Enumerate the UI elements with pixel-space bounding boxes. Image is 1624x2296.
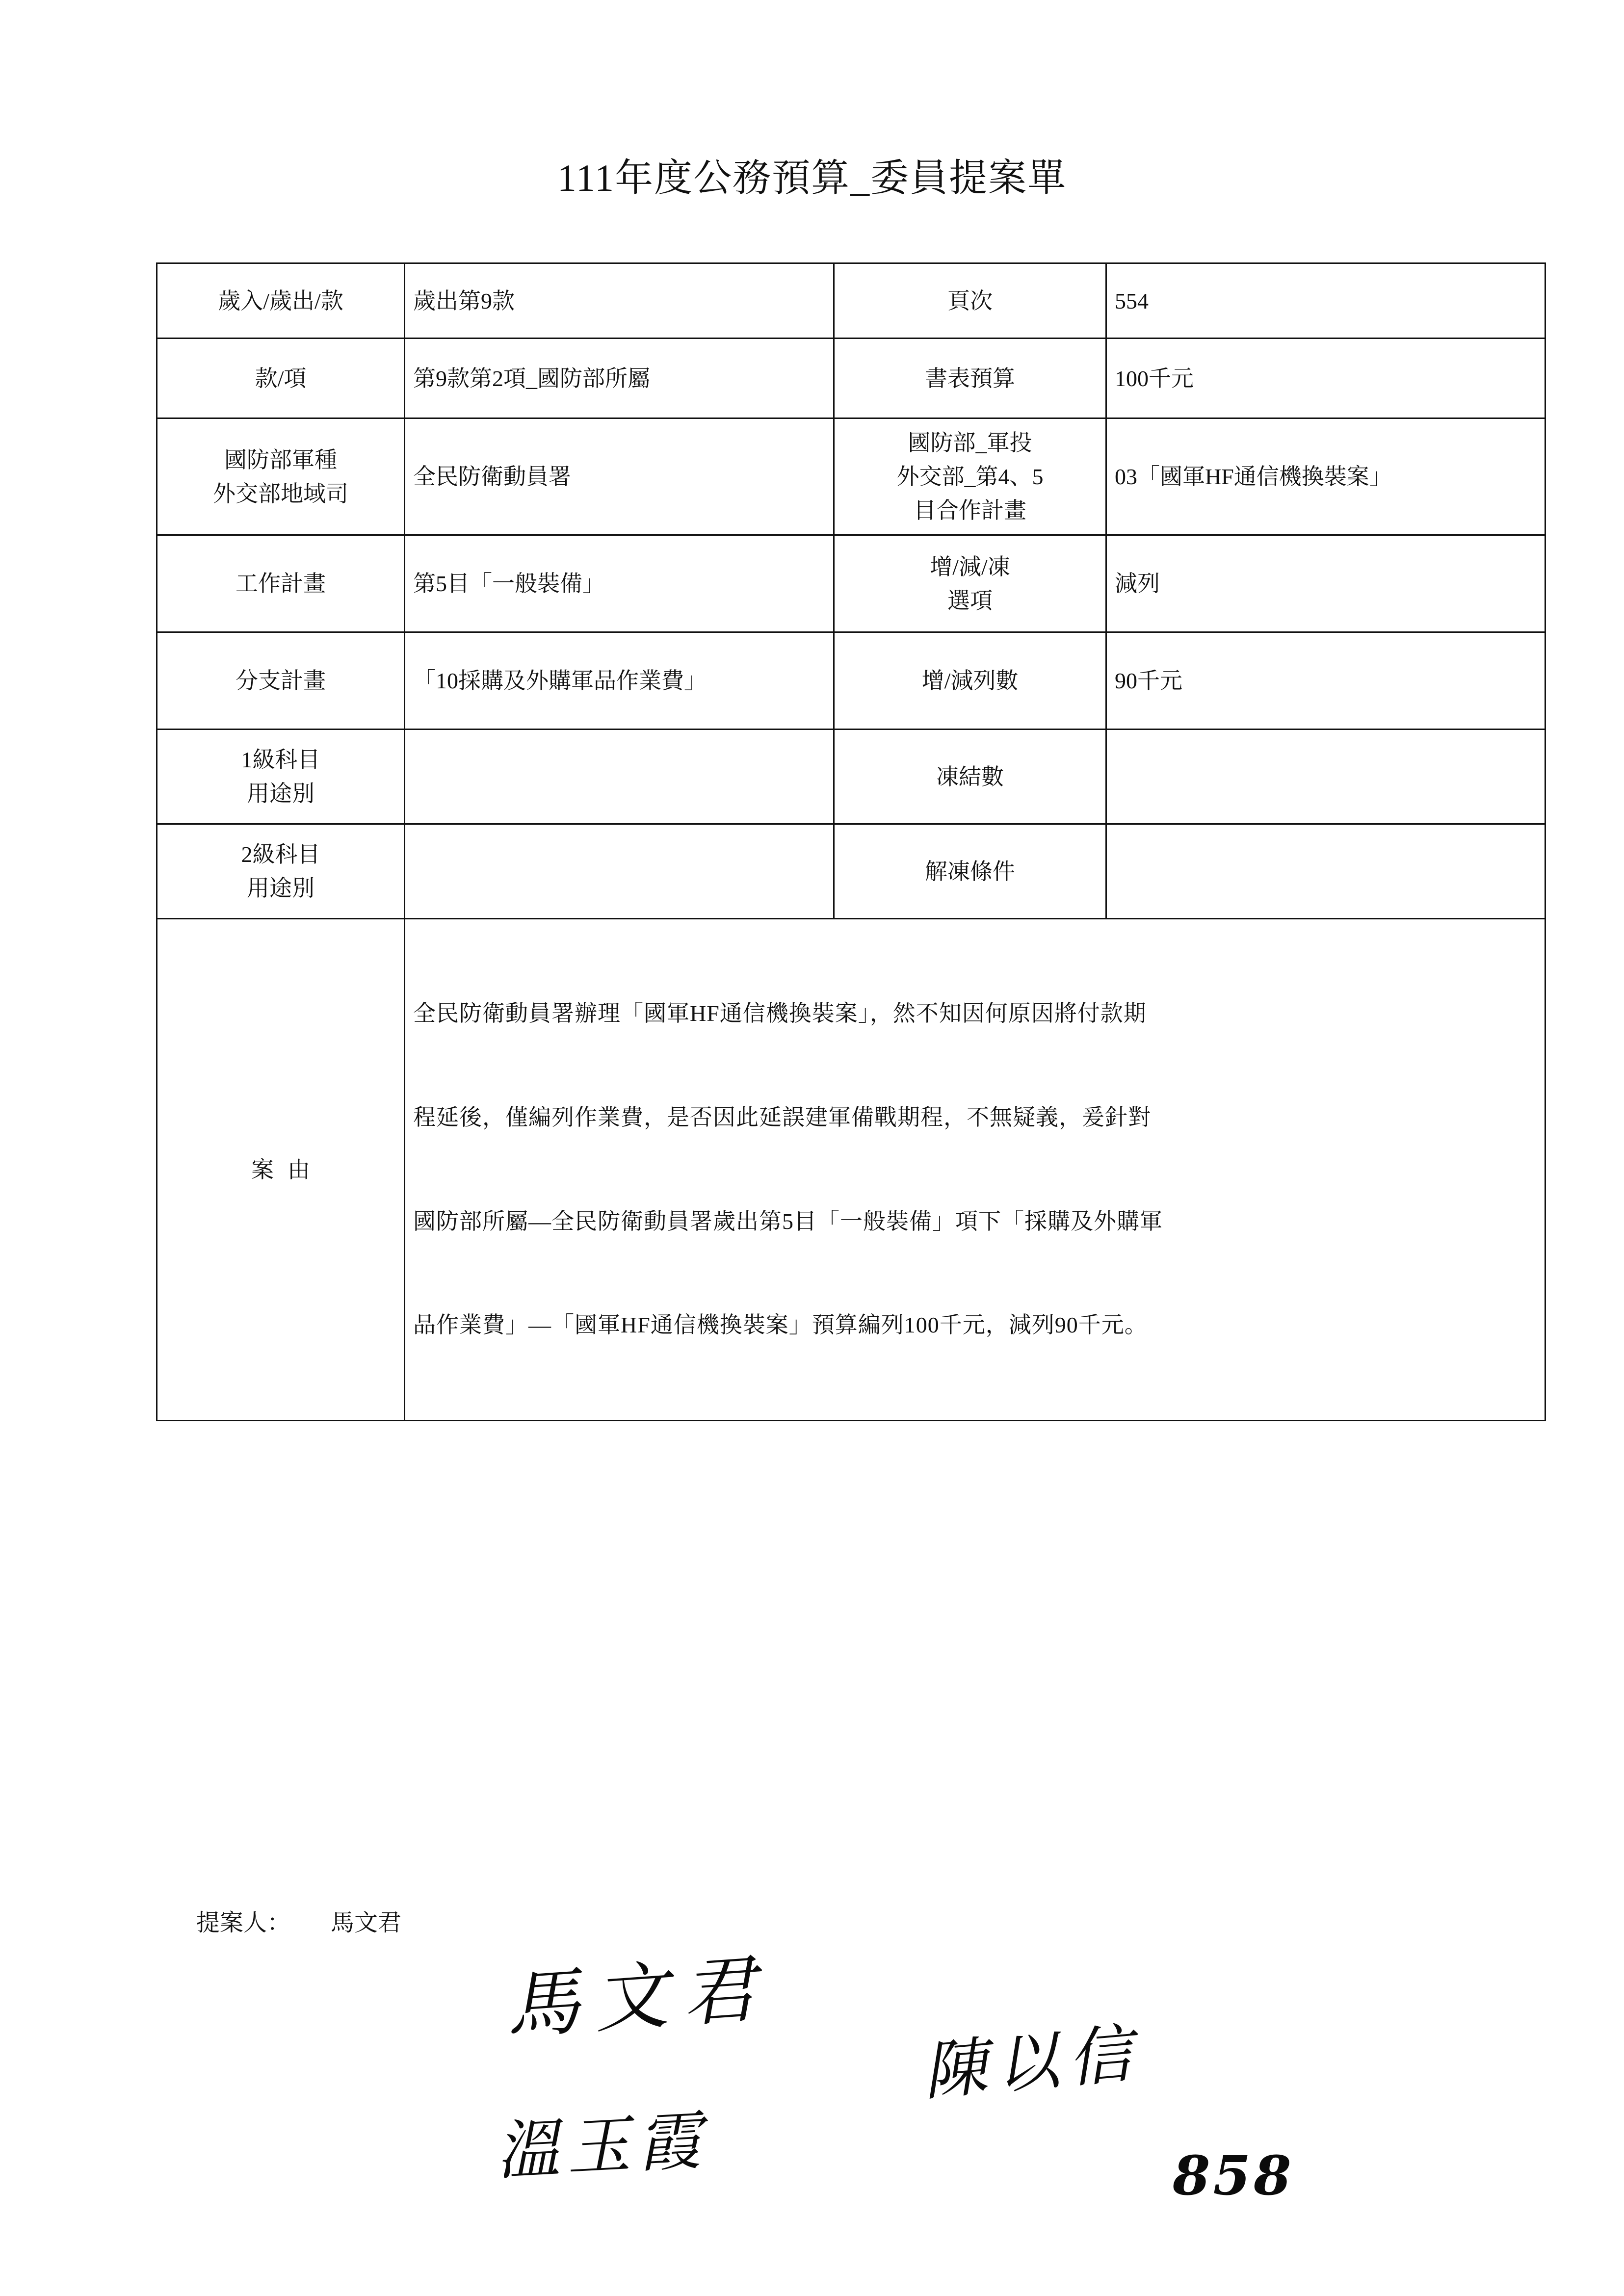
- row-value-revenue-expenditure: 歲出第9款: [405, 263, 834, 339]
- row-value-level2-account: [405, 824, 834, 919]
- reason-paragraph-4: 品作業費」—「國軍HF通信機換裝案」預算編列100千元，減列90千元。: [413, 1312, 1148, 1338]
- row-label-book-budget: 書表預算: [834, 339, 1106, 418]
- table-row-reason: [157, 919, 1545, 1421]
- page-title: 111年度公務預算_委員提案單: [557, 157, 1067, 199]
- handwritten-signature-2: 溫玉霞: [494, 2103, 710, 2189]
- proposer-label: 提案人：: [196, 1910, 291, 1936]
- row-label-sub-plan: 分支計畫: [157, 632, 405, 730]
- row-value-ministry-branch: 全民防衛動員署: [405, 418, 834, 535]
- row-label-frozen-amount: 凍結數: [834, 730, 1106, 824]
- handwritten-signature-3: 陳以信: [920, 2015, 1144, 2110]
- row-label-cooperation-plan-line1: 國防部_軍投: [908, 430, 1032, 455]
- row-value-book-budget: 100千元: [1106, 339, 1545, 418]
- row-value-section-item: 第9款第2項_國防部所屬: [405, 339, 834, 418]
- row-value-page-number: 554: [1106, 263, 1545, 339]
- table-row: [157, 730, 1545, 824]
- row-value-level1-account: [405, 730, 834, 824]
- row-label-level1-account: [157, 730, 405, 824]
- reason-paragraph-3: 國防部所屬—全民防衛動員署歲出第5目「一般裝備」項下「採購及外購軍: [413, 1208, 1163, 1234]
- row-value-unfreeze-condition: [1106, 824, 1545, 919]
- table-row: [157, 535, 1545, 632]
- handwritten-signature-1: 馬文君: [503, 1946, 774, 2050]
- table-row: [157, 263, 1545, 339]
- reason-paragraph-2: 程延後，僅編列作業費，是否因此延誤建軍備戰期程，不無疑義，爰針對: [413, 1104, 1151, 1130]
- row-label-work-plan: 工作計畫: [157, 535, 405, 632]
- row-label-ministry-branch-line2: 外交部地域司: [213, 481, 348, 506]
- row-label-cooperation-plan-line2: 外交部_第4、5: [896, 464, 1044, 489]
- table-row: [157, 824, 1545, 919]
- proposer-line: [196, 1904, 401, 1937]
- row-label-adjust-amount: 增/減列數: [834, 632, 1106, 730]
- row-label-revenue-expenditure: 歲入/歲出/款: [157, 263, 405, 339]
- reason-paragraph-1: 全民防衛動員署辦理「國軍HF通信機換裝案」，然不知因何原因將付款期: [413, 1001, 1147, 1026]
- row-label-ministry-branch: [157, 418, 405, 535]
- table-row: [157, 339, 1545, 418]
- table-row: [157, 418, 1545, 535]
- row-label-adjust-option-line2: 選項: [947, 588, 993, 613]
- row-label-level1-account-line1: 1級科目: [241, 747, 320, 772]
- row-label-level2-account-line2: 用途別: [247, 876, 314, 901]
- handwritten-stamp-number: 858: [1173, 2144, 1294, 2207]
- row-value-frozen-amount: [1106, 730, 1545, 824]
- row-label-ministry-branch-line1: 國防部軍種: [224, 447, 337, 472]
- row-value-reason: [405, 919, 1545, 1421]
- row-label-page-number: 頁次: [834, 263, 1106, 339]
- row-label-level2-account: [157, 824, 405, 919]
- row-value-work-plan: 第5目「一般裝備」: [405, 535, 834, 632]
- proposer-name: 馬文君: [331, 1910, 402, 1936]
- row-label-cooperation-plan-line3: 目合作計畫: [914, 498, 1026, 523]
- row-label-section-item: 款/項: [157, 339, 405, 418]
- row-label-cooperation-plan: [834, 418, 1106, 535]
- table-row: [157, 632, 1545, 730]
- row-label-reason: 案由: [157, 919, 405, 1421]
- row-label-level1-account-line2: 用途別: [247, 781, 314, 806]
- row-value-cooperation-plan: 03「國軍HF通信機換裝案」: [1106, 418, 1545, 535]
- row-value-adjust-option: 減列: [1106, 535, 1545, 632]
- row-label-adjust-option: [834, 535, 1106, 632]
- row-value-sub-plan: 「10採購及外購軍品作業費」: [405, 632, 834, 730]
- row-label-level2-account-line1: 2級科目: [241, 842, 320, 867]
- budget-proposal-table: [156, 262, 1546, 1421]
- row-label-adjust-option-line1: 增/減/凍: [930, 554, 1010, 579]
- row-value-adjust-amount: 90千元: [1106, 632, 1545, 730]
- row-label-unfreeze-condition: 解凍條件: [834, 824, 1106, 919]
